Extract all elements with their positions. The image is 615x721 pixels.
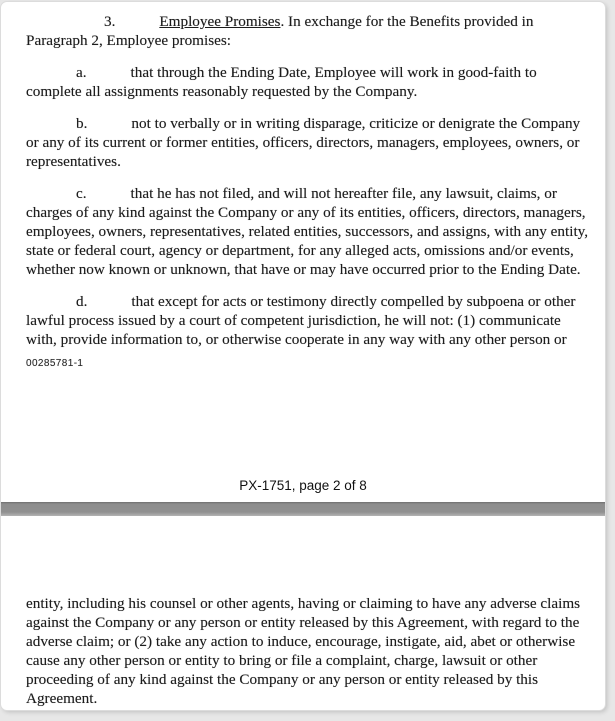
item-c xyxy=(26,184,594,279)
bates-number: 00285781-1 xyxy=(26,358,84,369)
exhibit-page-label: PX-1751, page 2 of 8 xyxy=(239,478,367,493)
item-b-text: not to verbally or in writing disparage, criticize or denigrate the Company or any of its current or former entities, officers, directors, managers, employees, owners, or representatives. xyxy=(26,115,581,170)
item-a xyxy=(26,63,594,101)
page-separator-bar xyxy=(1,502,605,516)
item-c-text: that he has not filed, and will not hereafter file, any lawsuit, claims, or charges of any kind against the Company or any of its entities, officers, directors, managers, employees, owners, representatives, related entities, successors, and assigns, with any entity, state or federal court, agency or department, for any alleged acts, omissions and/or events, whether now known or unknown, that have or may have occurred prior to the Ending Date. xyxy=(26,185,589,278)
heading-title: Employee Promises xyxy=(159,13,281,30)
item-b xyxy=(26,114,594,171)
heading-number: 3. xyxy=(104,13,116,30)
page-2-paragraph-text: entity, including his counsel or other agents, having or claiming to have any adverse claims against the Company or any person or entity released by this Agreement, with regard to the adverse claim; or (2) take any action to induce, encourage, instigate, aid, abet or otherwise cause any other person or entity to bring or file a complaint, charge, lawsuit or other proceeding of any kind against the Company or any person or entity released by this Agreement. xyxy=(26,595,581,707)
page-2-content xyxy=(26,594,594,708)
item-d-letter: d. xyxy=(76,293,88,310)
document-card xyxy=(1,2,605,710)
item-c-letter: c. xyxy=(76,185,87,202)
paragraph-3-heading xyxy=(26,12,594,50)
heading-rest: . In exchange for the Benefits provided in Paragraph 2, Employee promises: xyxy=(26,13,534,49)
item-a-text: that through the Ending Date, Employee will work in good-faith to complete all assignments reasonably requested by the Company. xyxy=(26,64,537,100)
item-d-text: that except for acts or testimony directly compelled by subpoena or other lawful process issued by a court of competent jurisdiction, he will not: (1) communicate with, provide information to, or otherwise cooperate in any way with any other person or xyxy=(26,293,576,348)
item-a-letter: a. xyxy=(76,64,87,81)
item-b-letter: b. xyxy=(76,115,88,132)
page-1-content xyxy=(26,12,594,349)
page-2-paragraph xyxy=(26,594,594,708)
item-d xyxy=(26,292,594,349)
